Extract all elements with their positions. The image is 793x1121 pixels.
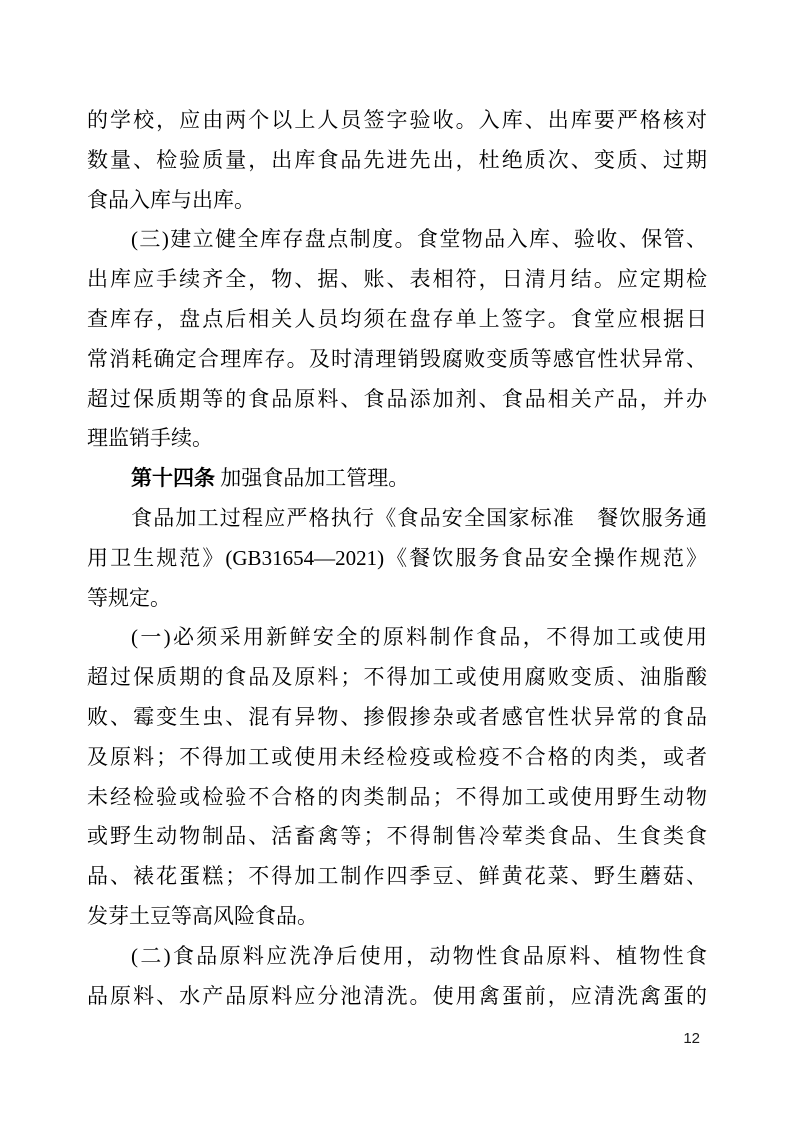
text-line: 食品入库与出库。 — [87, 187, 255, 212]
text-line: 及原料；不得加工或使用未经检疫或检疫不合格的肉类，或者 — [87, 744, 707, 769]
paragraph — [87, 101, 707, 220]
text-line: 未经检验或检验不合格的肉类制品；不得加工或使用野生动物 — [87, 784, 707, 809]
text-line: 常消耗确定合理库存。及时清理销毁腐败变质等感官性状异常、 — [87, 346, 707, 371]
paragraph — [87, 499, 707, 618]
text-line: 品、裱花蛋糕；不得加工制作四季豆、鲜黄花菜、野生蘑菇、 — [87, 864, 707, 889]
text-line: 的学校，应由两个以上人员签字验收。入库、出库要严格核对 — [87, 108, 707, 132]
text-line: 超过保质期的食品及原料；不得加工或使用腐败变质、油脂酸 — [87, 665, 707, 690]
text-line: 理监销手续。 — [87, 426, 213, 451]
text-line: 超过保质期等的食品原料、食品添加剂、食品相关产品，并办 — [87, 386, 707, 411]
text-line: (二)食品原料应洗净后使用，动物性食品原料、植物性食 — [131, 943, 707, 968]
text-line: (一)必须采用新鲜安全的原料制作食品，不得加工或使用 — [131, 625, 707, 650]
text-line: 数量、检验质量，出库食品先进先出，杜绝质次、变质、过期 — [87, 147, 707, 172]
text-line: (三)建立健全库存盘点制度。食堂物品入库、验收、保管、 — [131, 227, 707, 252]
text-line: 食品加工过程应严格执行《食品安全国家标准 餐饮服务通 — [131, 505, 707, 530]
article-number-bold: 第十四条 — [131, 466, 215, 491]
paragraph — [87, 937, 707, 1017]
page-number: 12 — [683, 1030, 700, 1047]
text-line: 出库应手续齐全，物、据、账、表相符，日清月结。应定期检 — [87, 267, 707, 292]
text-line: 品原料、水产品原料应分池清洗。使用禽蛋前，应清洗禽蛋的 — [87, 983, 707, 1008]
text-line: 用卫生规范》(GB31654—2021)《餐饮服务食品安全操作规范》 — [87, 545, 707, 570]
text-line: 或野生动物制品、活畜禽等；不得制售冷荤类食品、生食类食 — [87, 824, 707, 849]
text-line: 发芽土豆等高风险食品。 — [87, 903, 318, 928]
text-line: 败、霉变生虫、混有异物、掺假掺杂或者感官性状异常的食品 — [87, 704, 707, 729]
text-line: 第十四条 加强食品加工管理。 — [131, 466, 410, 491]
text-line: 等规定。 — [87, 585, 171, 610]
paragraph — [87, 618, 707, 936]
paragraph — [87, 459, 707, 499]
text-line: 查库存，盘点后相关人员均须在盘存单上签字。食堂应根据日 — [87, 306, 707, 331]
document-body — [87, 101, 707, 1016]
paragraph — [87, 220, 707, 459]
